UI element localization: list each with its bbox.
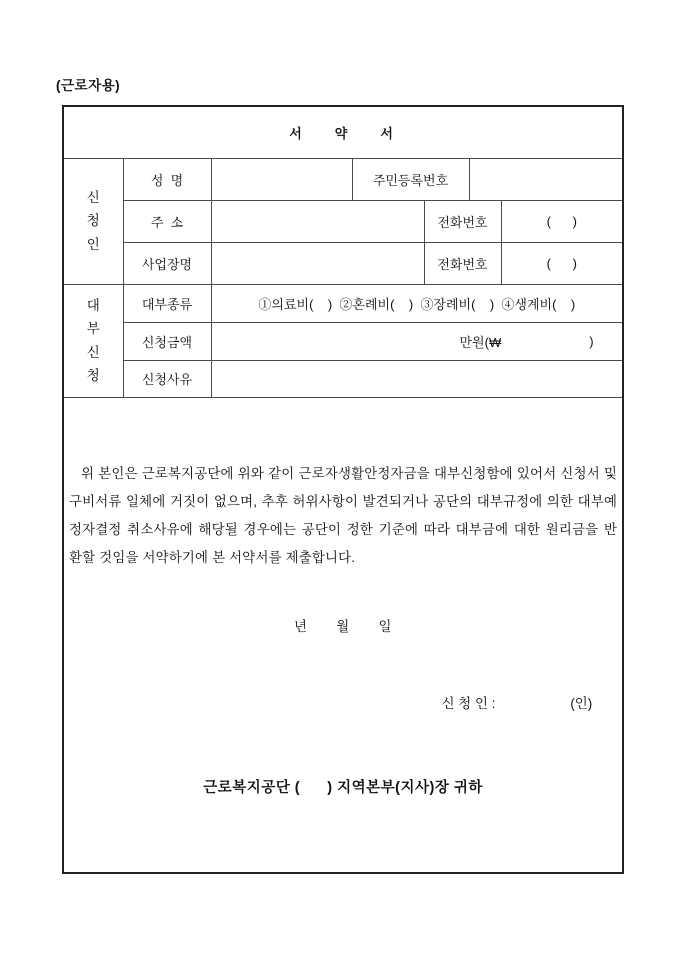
name-label: 성 명 xyxy=(123,158,211,200)
seal-placeholder: (인) xyxy=(570,695,593,711)
applicant-group-label: 신청인 xyxy=(86,190,100,252)
recipient-line: 근로복지공단 ( ) 지역본부(지사)장 귀하 xyxy=(203,779,483,796)
amount-value-inner xyxy=(212,332,623,351)
amount-label: 신청금액 xyxy=(123,322,211,360)
paragraph-line: 위 본인은 근로복지공단에 위와 같이 근로자생활안정자금을 대부신청함에 있어서 신청서 및 xyxy=(81,465,618,481)
paragraph-line: 구비서류 일체에 거짓이 없으며, 추후 허위사항이 발견되거나 공단의 대부규정에 의한 대부예 xyxy=(69,493,618,509)
page-title: 서 약 서 xyxy=(63,106,623,158)
loan-type-options: ①의료비( ) ②혼례비( ) ③장례비( ) ④생계비( ) xyxy=(211,284,623,322)
address-label: 주 소 xyxy=(123,200,211,242)
pledge-statement-area xyxy=(64,398,622,872)
reason-value-cell xyxy=(211,360,623,397)
amount-value-cell xyxy=(211,322,623,360)
date-line: 년 월 일 xyxy=(294,618,393,634)
workplace-label: 사업장명 xyxy=(123,242,211,284)
pledge-form-table xyxy=(62,105,624,874)
pledge-statement-cell xyxy=(63,397,623,873)
phone-value-cell: ( ) xyxy=(501,200,623,242)
rrn-value-cell xyxy=(469,158,623,200)
applicant-signature-label: 신 청 인 : xyxy=(441,695,496,711)
loan-group-label: 대부신청 xyxy=(86,298,100,383)
address-value-cell xyxy=(211,200,424,242)
loan-type-label: 대부종류 xyxy=(123,284,211,322)
amount-close-paren: ) xyxy=(589,333,594,349)
corner-label: (근로자용) xyxy=(56,78,121,93)
reason-label: 신청사유 xyxy=(123,360,211,397)
workplace-value-cell xyxy=(211,242,424,284)
signature-row xyxy=(397,678,622,727)
rrn-label: 주민등록번호 xyxy=(352,158,469,200)
loan-group-header xyxy=(63,284,123,397)
phone-label: 전화번호 xyxy=(424,200,501,242)
workplace-phone-label: 전화번호 xyxy=(424,242,501,284)
amount-unit-prefix: 만원(₩ xyxy=(459,334,502,350)
paragraph-line: 환할 것임을 서약하기에 본 서약서를 제출합니다. xyxy=(69,549,356,565)
workplace-phone-value-cell: ( ) xyxy=(501,242,623,284)
pledge-paragraph xyxy=(69,460,617,572)
paragraph-line: 정자결정 취소사유에 해당될 경우에는 공단이 정한 기준에 따라 대부금에 대한 원리금을 반 xyxy=(69,521,618,537)
name-value-cell xyxy=(211,158,352,200)
applicant-group-header xyxy=(63,158,123,284)
